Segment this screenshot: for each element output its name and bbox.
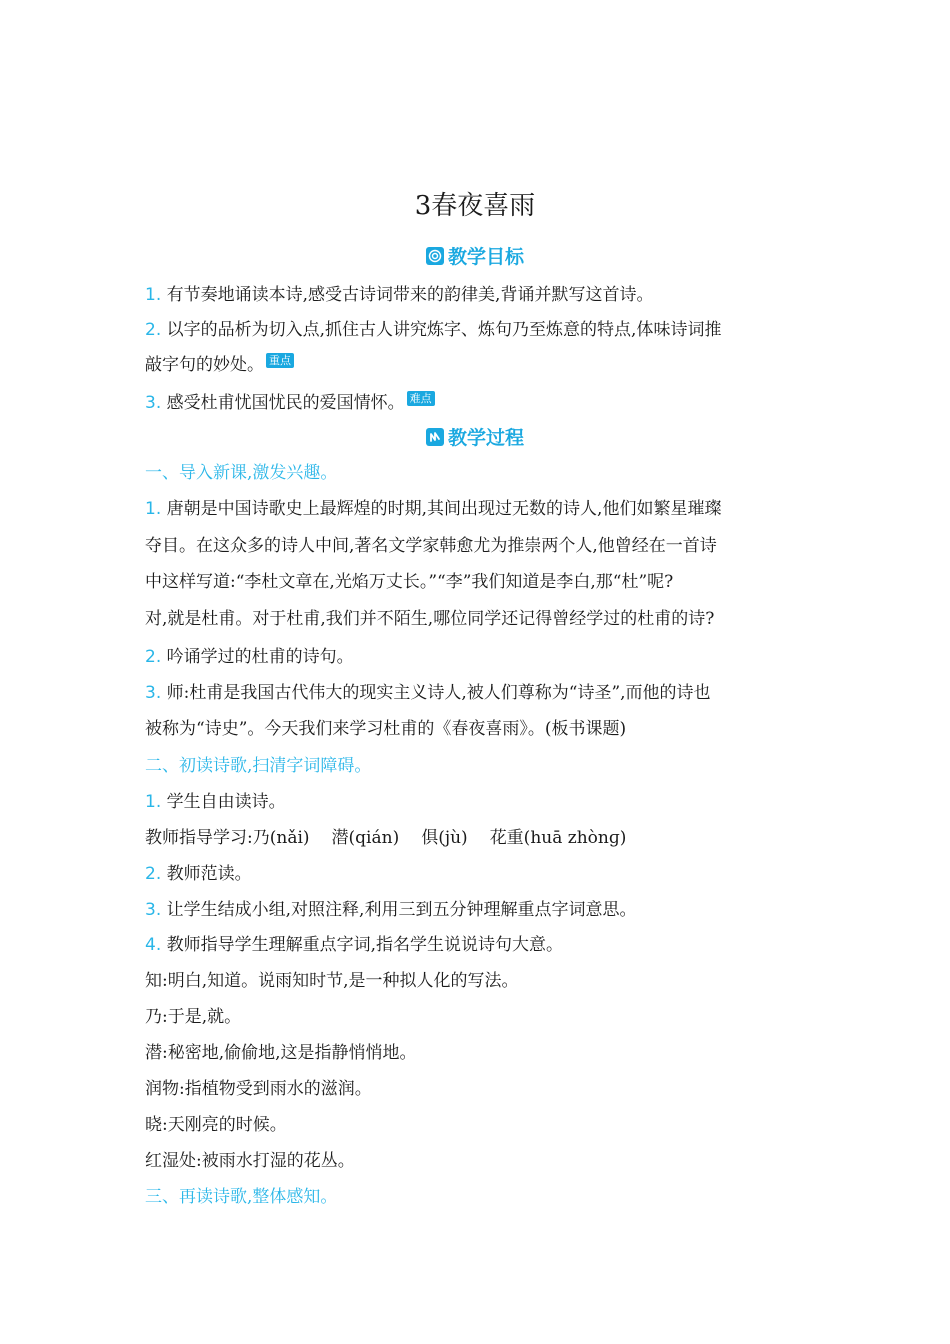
- step1-item-1-cont: [145, 607, 714, 631]
- glossary-item: 乃:于是,就。: [145, 1007, 242, 1027]
- item-number: 2.: [145, 864, 162, 884]
- section-heading-objectives: [0, 242, 950, 269]
- section-heading-label: 教学过程: [447, 427, 524, 449]
- item-text: 教师范读。: [166, 864, 252, 884]
- step1-item-1: [145, 497, 721, 521]
- item-text: 有节奏地诵读本诗,感受古诗词带来的韵律美,背诵并默写这首诗。: [166, 285, 654, 305]
- key-point-badge: 重点: [266, 353, 294, 368]
- item-number: 3.: [145, 683, 162, 703]
- item-number: 2.: [145, 647, 162, 667]
- item-number: 2.: [145, 320, 162, 340]
- item-text: 夺目。在这众多的诗人中间,著名文学家韩愈尤为推崇两个人,他曾经在一首诗: [145, 536, 717, 556]
- step1-item-3: [145, 681, 711, 705]
- step2-item-1: [145, 790, 286, 814]
- glossary-item: 润物:指植物受到雨水的滋润。: [145, 1079, 372, 1099]
- process-icon: [426, 428, 444, 446]
- item-text: 以字的品析为切入点,抓住古人讲究炼字、炼句乃至炼意的特点,体味诗词推: [166, 320, 722, 340]
- step1-item-3-cont: [145, 717, 626, 741]
- section-heading-process: [0, 423, 950, 450]
- item-text: 被称为“诗史”。今天我们来学习杜甫的《春夜喜雨》。(板书课题): [145, 719, 627, 739]
- glossary-item: 红湿处:被雨水打湿的花丛。: [145, 1151, 355, 1171]
- step2-item-3: [145, 898, 636, 922]
- glossary-item: 潜:秘密地,偷偷地,这是指静悄悄地。: [145, 1043, 417, 1063]
- objective-2: [145, 318, 721, 342]
- item-text: 师:杜甫是我国古代伟大的现实主义诗人,被人们尊称为“诗圣”,而他的诗也: [166, 683, 711, 703]
- pinyin-line: [145, 826, 648, 850]
- item-number: 1.: [145, 285, 162, 305]
- glossary-item: 晓:天刚亮的时候。: [145, 1115, 287, 1135]
- item-number: 3.: [145, 900, 162, 920]
- objective-3: [145, 391, 435, 415]
- pinyin-item: 潜(qián): [331, 828, 400, 848]
- item-text: 对,就是杜甫。对于杜甫,我们并不陌生,哪位同学还记得曾经学过的杜甫的诗?: [145, 609, 715, 629]
- step1-item-1-cont: [145, 570, 673, 594]
- step-heading-1: 一、导入新课,激发兴趣。: [145, 463, 338, 483]
- target-icon: [426, 247, 444, 265]
- pinyin-item: 花重(huā zhònɡ): [489, 828, 627, 848]
- step1-item-2: [145, 645, 354, 669]
- glossary-item: 知:明白,知道。说雨知时节,是一种拟人化的写法。: [145, 971, 519, 991]
- item-number: 4.: [145, 935, 162, 955]
- item-number: 3.: [145, 393, 162, 413]
- item-text: 感受杜甫忧国忧民的爱国情怀。: [166, 393, 405, 413]
- item-text: 吟诵学过的杜甫的诗句。: [166, 647, 354, 667]
- item-number: 1.: [145, 499, 162, 519]
- step-heading-2: 二、初读诗歌,扫清字词障碍。: [145, 756, 372, 776]
- item-text: 唐朝是中国诗歌史上最辉煌的时期,其间出现过无数的诗人,他们如繁星璀璨: [166, 499, 722, 519]
- item-text: 让学生结成小组,对照注释,利用三到五分钟理解重点字词意思。: [166, 900, 637, 920]
- step-heading-3: 三、再读诗歌,整体感知。: [145, 1187, 338, 1207]
- page-title: 3春夜喜雨: [414, 191, 536, 221]
- section-heading-label: 教学目标: [447, 246, 524, 268]
- objective-2-cont: [145, 353, 294, 377]
- item-text: 中这样写道:“李杜文章在,光焰万丈长。”“李”我们知道是李白,那“杜”呢?: [145, 572, 674, 592]
- difficulty-badge: 难点: [407, 391, 435, 406]
- step2-item-2: [145, 862, 252, 886]
- pinyin-item: 俱(jù): [421, 828, 468, 848]
- step1-item-1-cont: [145, 534, 717, 558]
- step2-item-4: [145, 933, 563, 957]
- item-text: 教师指导学生理解重点字词,指名学生说说诗句大意。: [166, 935, 564, 955]
- item-text: 敲字句的妙处。: [145, 355, 264, 375]
- item-text: 学生自由读诗。: [166, 792, 286, 812]
- item-number: 1.: [145, 792, 162, 812]
- pinyin-item: 乃(nǎi): [252, 828, 310, 848]
- objective-1: [145, 283, 653, 307]
- pinyin-label: 教师指导学习:: [145, 828, 253, 848]
